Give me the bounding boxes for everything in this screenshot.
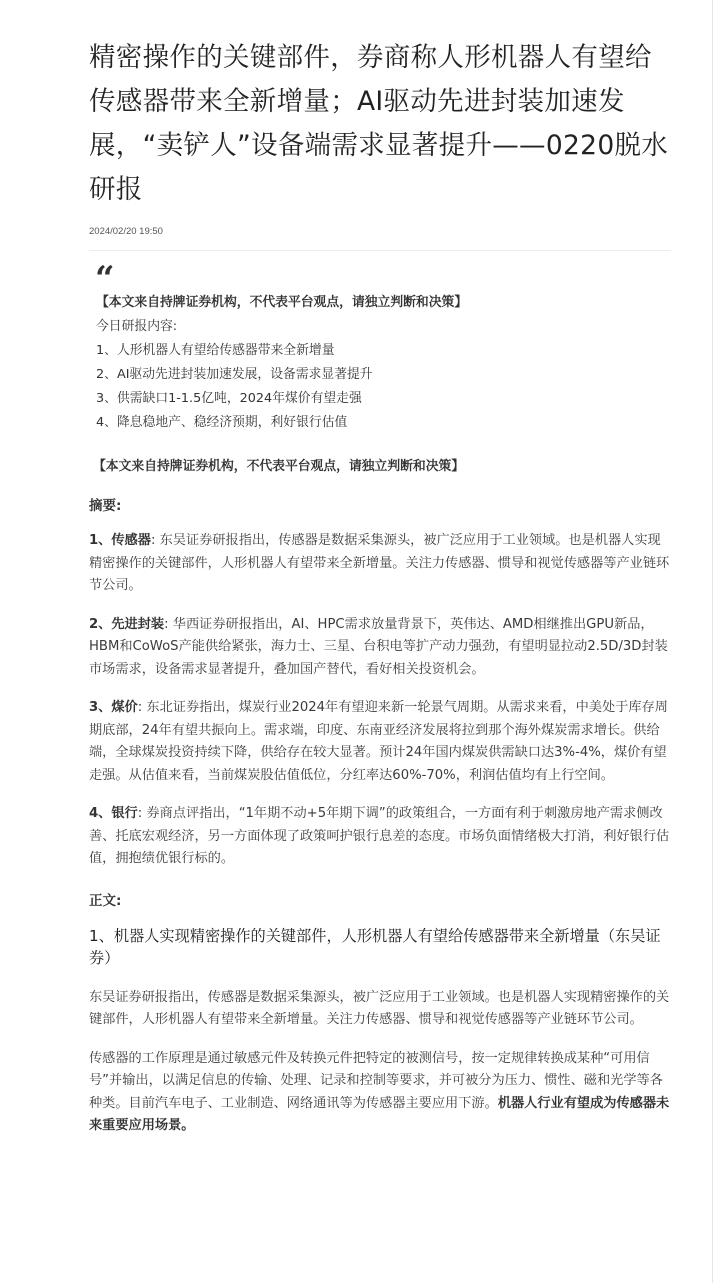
abstract-text: 东吴证券研报指出，传感器是数据采集源头，被广泛应用于工业领域。也是机器人实现精密操作的关键部件，人形机器人有望带来全新增量。关注力传感器、惯导和视觉传感器等产业链环节公司。 (89, 533, 670, 593)
body-emphasis: 机器人行业有望成为传感器未来重要应用场景。 (89, 1095, 670, 1133)
summary-lead: 今日研报内容: (96, 319, 178, 334)
body-label: 正文: (89, 892, 122, 909)
summary-block (96, 291, 671, 435)
summary-item: 2、AI驱动先进封装加速发展，设备需求显著提升 (96, 367, 373, 382)
summary-item: 3、供需缺口1-1.5亿吨，2024年煤价有望走强 (96, 391, 362, 406)
abstract-label: 摘要: (89, 498, 122, 514)
abstract-text: 华西证券研报指出，AI、HPC需求放量背景下，英伟达、AMD相继推出GPU新品，HBM和CoWoS产能供给紧张，海力士、三星、台积电等扩产动力强劲，有望明显拉动2.5D/3D封装市场需求，设备需求显著提升，叠加国产替代，看好相关投资机会。 (89, 616, 668, 677)
article (89, 36, 671, 1138)
abstract-text: 券商点评指出，“1年期不动+5年期下调”的政策组合，一方面有利于刺激房地产需求侧改善、托底宏观经济，另一方面体现了政策呵护银行息差的态度。市场负面情绪极大打消，利好银行估值，拥抱绩优银行标的。 (89, 806, 670, 866)
section-heading: 1、机器人实现精密操作的关键部件，人形机器人有望给传感器带来全新增量（东吴证券） (89, 926, 661, 967)
abstract-paragraph (89, 803, 671, 871)
left-double-quote-icon: “ (95, 259, 115, 299)
right-divider (712, 0, 713, 1283)
disclaimer-notice-repeat: 【本文来自持牌证券机构，不代表平台观点，请独立判断和决策】 (93, 459, 465, 474)
disclaimer-notice: 【本文来自持牌证券机构，不代表平台观点，请独立判断和决策】 (96, 295, 468, 310)
abstract-separator: : (164, 616, 173, 632)
abstract-separator: : (137, 806, 147, 821)
body-paragraph: 东吴证券研报指出，传感器是数据采集源头，被广泛应用于工业领域。也是机器人实现精密操作的关键部件，人形机器人有望带来全新增量。关注力传感器、惯导和视觉传感器等产业链环节公司。 (89, 989, 670, 1027)
abstract-separator: : (150, 533, 160, 548)
abstract-heading: 4、银行 (89, 806, 138, 821)
publish-date: 2024/02/20 19:50 (89, 226, 163, 237)
summary-item: 4、降息稳地产、稳经济预期，利好银行估值 (96, 415, 348, 430)
abstract-heading: 2、先进封装 (89, 616, 165, 632)
summary-list (96, 339, 671, 435)
abstract-paragraph (89, 530, 671, 598)
abstract-text: 东北证券指出，煤炭行业2024年有望迎来新一轮景气周期。从需求来看，中美处于库存周期底部，24年有望共振向上。需求端，印度、东南亚经济发展将拉到那个海外煤炭需求增长。供给端，全球煤炭投资持续下降，供给存在较大显著。预计24年国内煤炭供需缺口达3%-4%，煤价有望走强。从估值来看，当前煤炭股估值低位，分红率达60%-70%，利润估值均有上行空间。 (89, 700, 668, 783)
body-text: 传感器的工作原理是通过敏感元件及转换元件把特定的被测信号，按一定规律转换成某种“可用信号”并输出，以满足信息的传输、处理、记录和控制等要求，并可被分为压力、惯性、磁和光学等各种类。目前汽车电子、工业制造、网络通讯等为传感器主要应用下游。 (89, 1050, 663, 1111)
summary-item: 1、人形机器人有望给传感器带来全新增量 (96, 343, 335, 358)
abstract-separator: : (137, 700, 147, 715)
abstract-paragraph (89, 697, 671, 787)
body-paragraph (89, 1048, 671, 1138)
abstract-heading: 1、传感器 (89, 533, 151, 548)
abstract-heading: 3、煤价 (89, 700, 138, 715)
article-title: 精密操作的关键部件，券商称人形机器人有望给传感器带来全新增量；AI驱动先进封装加速发展，“卖铲人”设备端需求显著提升——0220脱水研报 (89, 42, 669, 205)
title-divider (89, 250, 671, 251)
abstract-paragraph (89, 614, 671, 682)
